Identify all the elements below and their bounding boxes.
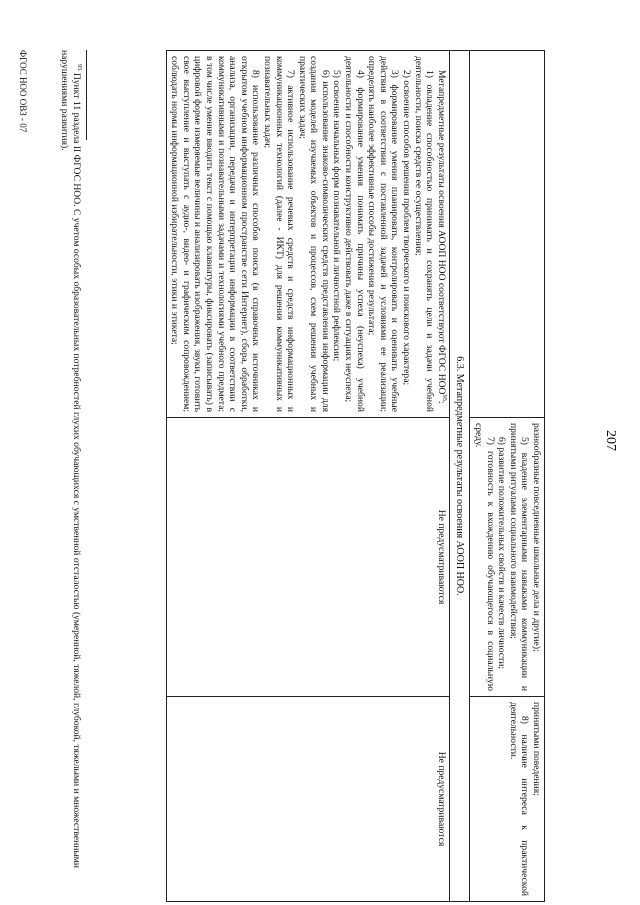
meta-results-cell xyxy=(166,51,449,418)
list-item: 8) использование различных способов поиска (в справочных источниках и открытом учебном информационном пространстве сети Интернет), сбора, обработки, анализа, организации, передачи и интерпретации информации в соответствии с коммуникативными и познавательными задачами и технологиями учебного предмета; в том числе умение вводить текст с помощью клавиатуры, фиксировать (записывать) в цифровой форме измеряемые величины и анализировать изображения, звуки, готовить свое выступление и выступать с аудио-, видео- и графическим сопровождением; соблюдать нормы информационной избирательности, этики и этикета; xyxy=(169,56,262,412)
list-item: 6) развитие положительных свойств и качеств личности; xyxy=(496,437,508,670)
not-provided-text: Не предусматриваются xyxy=(435,751,447,847)
top-row-col1-cell xyxy=(470,51,545,418)
list-item: 8) наличие интереса к практической деятельности. xyxy=(507,702,531,896)
list-item: 4) формирование умения понимать причины успеха (неуспеха) учебной деятельности и способности конструктивно действовать даже в ситуациях неуспеха; xyxy=(343,56,366,412)
top-row-col3-cell xyxy=(470,697,545,902)
results-table xyxy=(166,50,545,902)
table-row-section xyxy=(449,51,470,902)
footnote xyxy=(58,50,82,868)
list-item: 6) использование знаково-символических средств представления информации для создания моделей изучаемых объектов и процессов, схем решения учебных и практических задач; xyxy=(296,56,331,412)
meta-intro-text: Метапредметные результаты освоения АООП НОО соответствуют ФГОС НОО xyxy=(435,70,447,395)
meta-col2-cell xyxy=(166,418,449,697)
document-code: ФГОС НОО ОВЗ - 07 xyxy=(18,50,28,133)
section-title: 6.3. Метапредметные результаты освоения АООП НОО. xyxy=(449,51,470,902)
not-provided-text: Не предусматриваются xyxy=(435,509,447,605)
list-item: 2) освоение способов решения проблем творческого и поискового характера; xyxy=(401,70,413,386)
table-row-top xyxy=(470,51,545,902)
list-item: 1) овладение способностью принимать и сохранять цели и задачи учебной деятельности, поиска средств ее осуществления; xyxy=(412,56,436,412)
list-item: 7) готовность к вхождению обучающегося в социальную среду. xyxy=(473,423,496,691)
list-item: разнообразные повседневные школьные дела и другие); xyxy=(531,423,542,652)
list-item: принятыми поведения; xyxy=(531,702,542,796)
footnote-text: Пункт 11 раздела II ФГОС НОО. С учетом особых образовательных потребностей глухих обучающихся с умственной отсталостью (умеренной, тяжелой, глубокой, тяжелыми и множественными нарушениями развития). xyxy=(59,50,82,868)
footnote-divider xyxy=(86,50,87,140)
list-item: 5) освоение начальных форм познавательной и личностной рефлексии; xyxy=(331,70,343,362)
list-item: 3) формирование умения планировать, контролировать и оценивать учебные действия в соответствии с поставленной задачей и условиями ее реализации; определять наиболее эффективные способы достижения результата; xyxy=(366,56,401,412)
table-row-meta xyxy=(166,51,449,902)
page-number: 207 xyxy=(603,430,618,451)
list-item: 5) владение элементарными навыками коммуникации и принятыми ритуалами социального взаимодействия; xyxy=(507,423,531,691)
list-item: Метапредметные результаты освоения АООП НОО соответствуют ФГОС НОО$^{95}$: xyxy=(435,70,449,404)
footnote-ref: 95 xyxy=(441,394,449,401)
footnote-mark: 95 xyxy=(76,64,84,71)
top-row-col2-cell xyxy=(470,418,545,697)
list-item: 7) активное использование речевых средств и средств информационных и коммуникационных технологий (далее - ИКТ) для решения коммуникативных и познавательных задач; xyxy=(261,56,297,412)
meta-col3-cell xyxy=(166,697,449,902)
